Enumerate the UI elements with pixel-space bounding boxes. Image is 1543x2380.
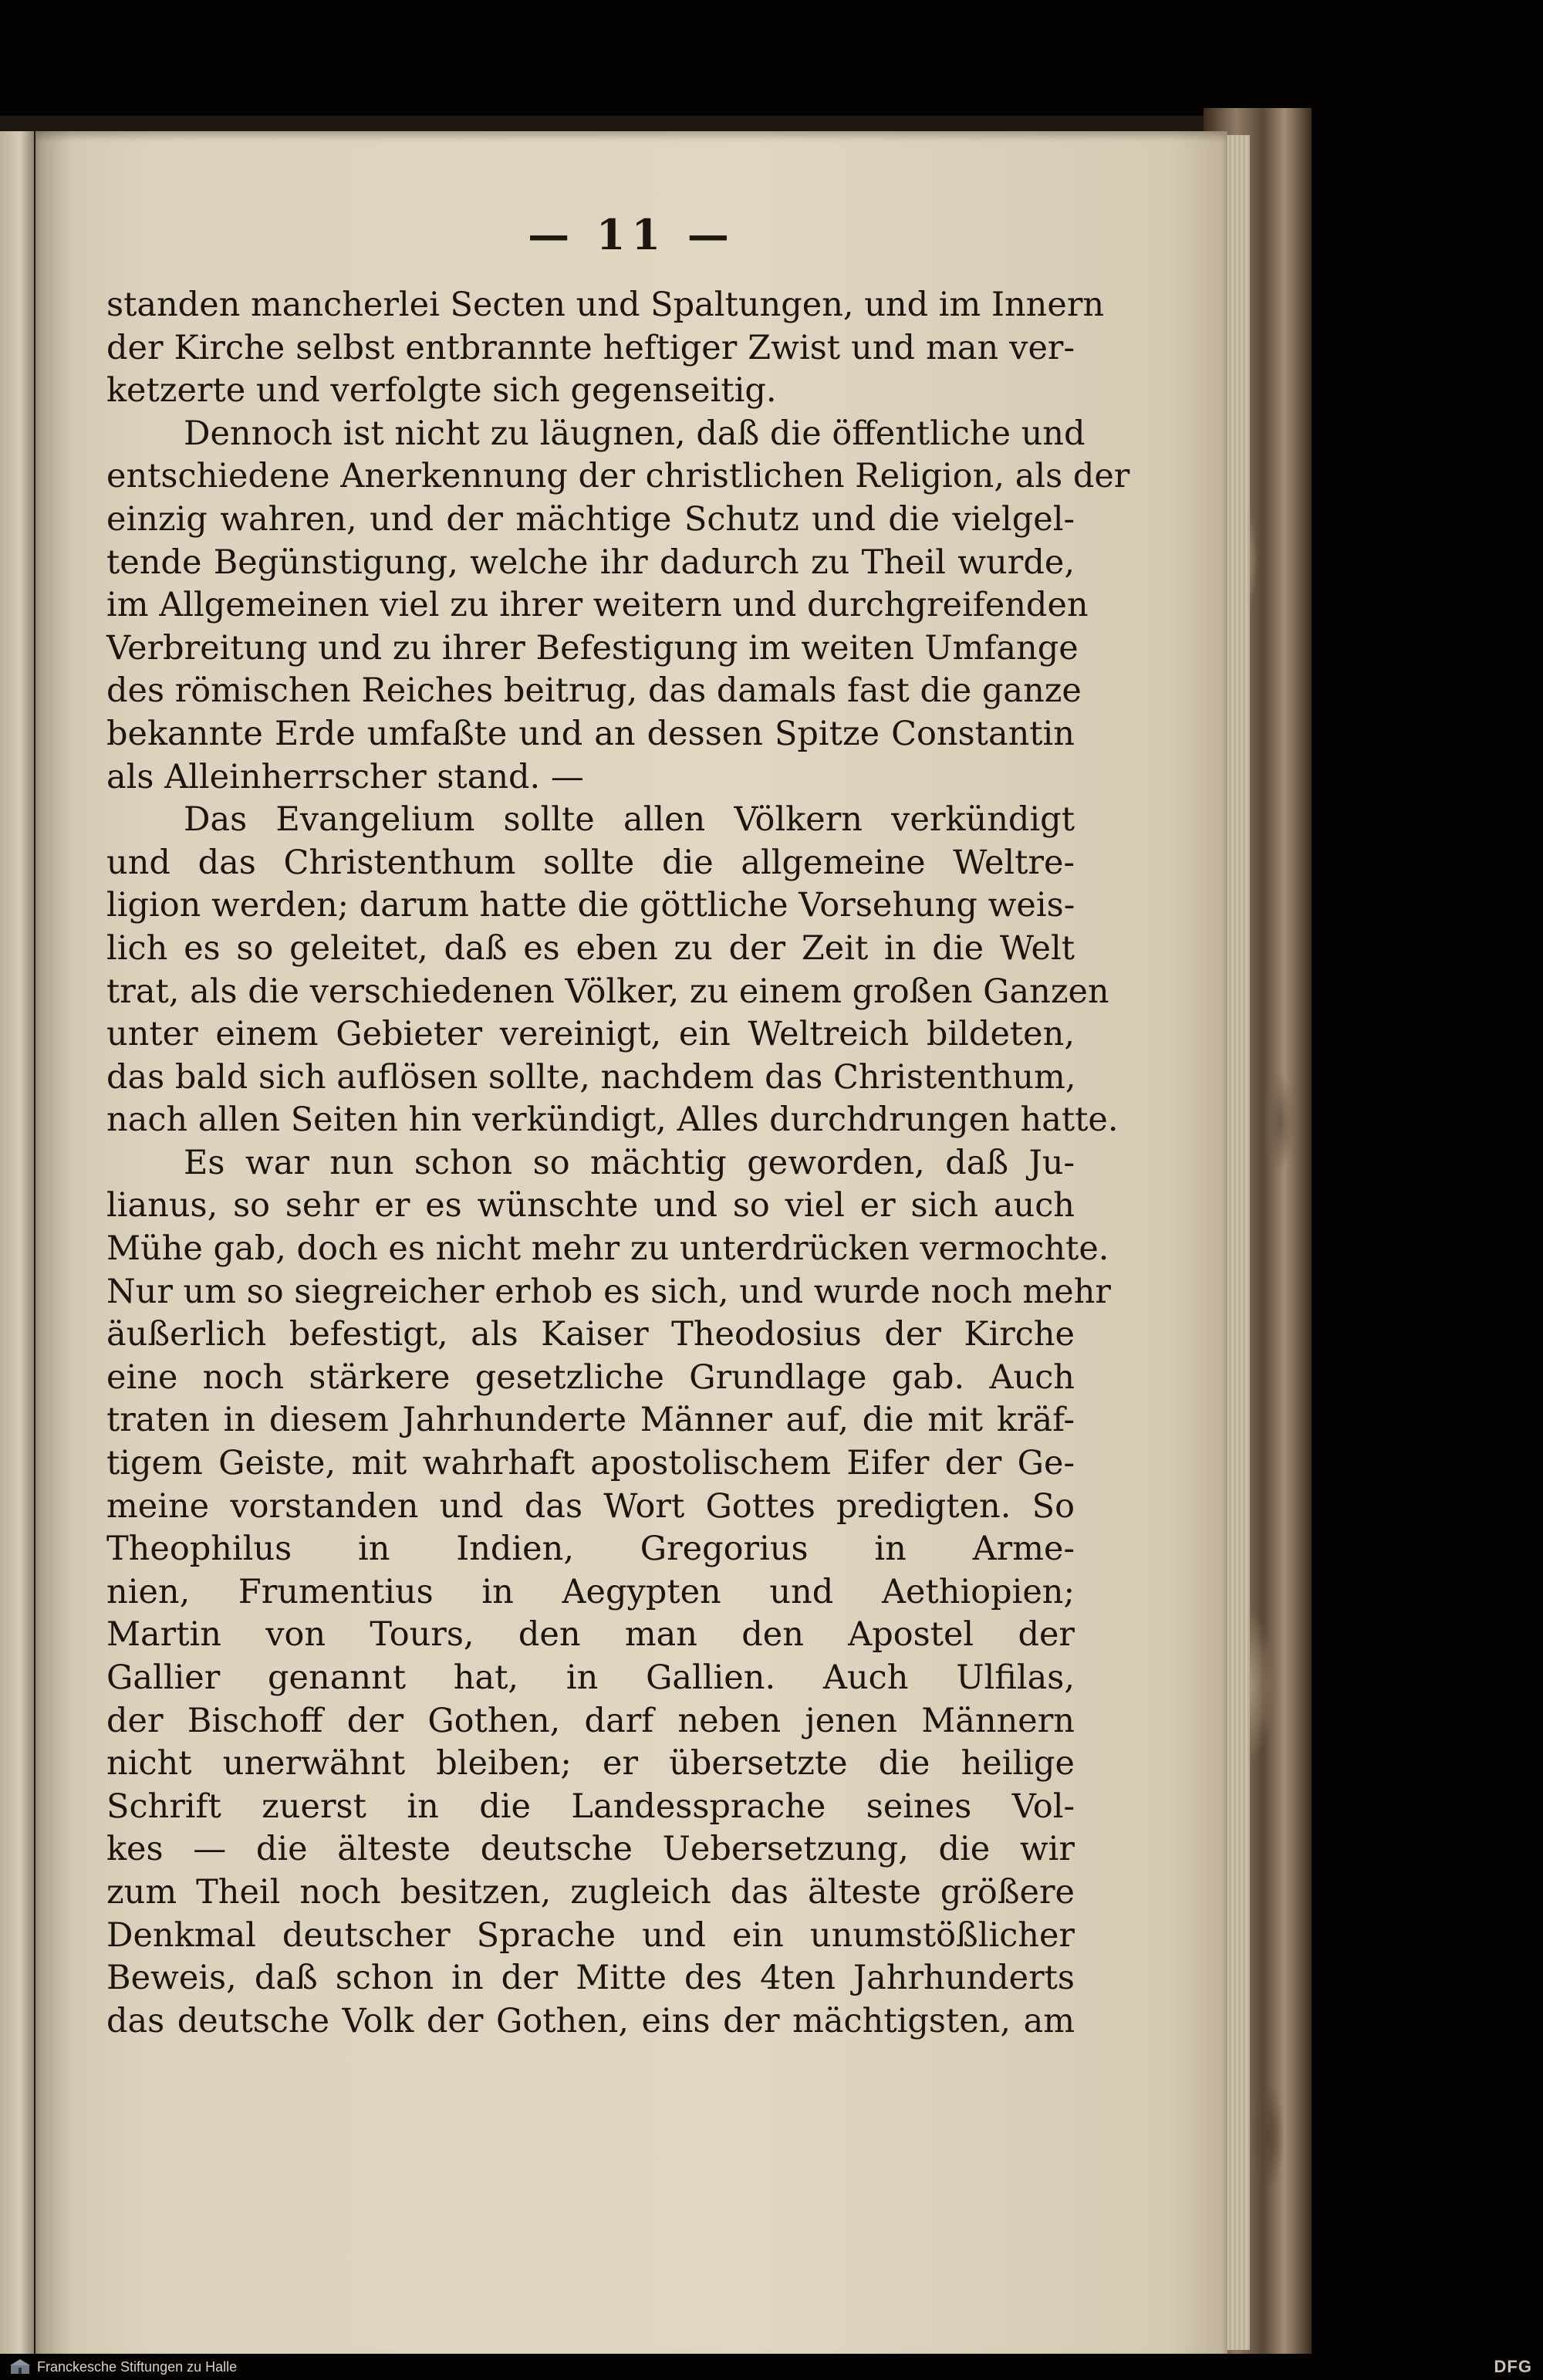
institution-logo-icon	[9, 2358, 31, 2375]
text-line: ketzerte und verfolgte sich gegenseitig.	[106, 371, 777, 411]
text-line: als Alleinherrscher stand. —	[106, 757, 584, 796]
text-line: bekannte Erde umfaßte und an dessen Spitze Constantin	[106, 714, 1075, 753]
text-line: im Allgemeinen viel zu ihrer weitern und durchgreifenden	[106, 586, 1089, 625]
text-line: des römischen Reiches beitrug, das damals fast die ganze	[106, 671, 1082, 711]
previous-page-edge	[0, 131, 34, 2354]
text-line: traten in diesem Jahrhunderte Männer auf, die mit kräf-	[106, 1401, 1075, 1440]
text-line: das deutsche Volk der Gothen, eins der mächtigsten, am	[106, 2001, 1075, 2040]
text-line: Gallier genannt hat, in Gallien. Auch Ulfilas,	[106, 1658, 1075, 1697]
text-line: Mühe gab, doch es nicht mehr zu unterdrücken vermochte.	[106, 1229, 1109, 1269]
book-page	[35, 131, 1227, 2354]
text-line: das bald sich auflösen sollte, nachdem das Christenthum,	[106, 1057, 1076, 1097]
text-line: nach allen Seiten hin verkündigt, Alles durchdrungen hatte.	[106, 1100, 1119, 1140]
text-line: tende Begünstigung, welche ihr dadurch zu Theil wurde,	[106, 543, 1075, 582]
text-line: eine noch stärkere gesetzliche Grundlage gab. Auch	[106, 1357, 1075, 1397]
text-line: meine vorstanden und das Wort Gottes predigten. So	[106, 1486, 1075, 1526]
text-line: unter einem Gebieter vereinigt, ein Weltreich bildeten,	[106, 1015, 1075, 1054]
text-line: Schrift zuerst in die Landessprache seines Vol-	[106, 1787, 1075, 1826]
text-line: trat, als die verschiedenen Völker, zu einem großen Ganzen	[106, 972, 1109, 1011]
text-line: lianus, so sehr er es wünschte und so viel er sich auch	[106, 1186, 1075, 1225]
text-line: lich es so geleitet, daß es eben zu der Zeit in die Welt	[106, 928, 1075, 968]
text-line: Theophilus in Indien, Gregorius in Arme-	[106, 1530, 1075, 1569]
text-line: kes — die älteste deutsche Uebersetzung, die wir	[106, 1830, 1075, 1869]
text-line: Es war nun schon so mächtig geworden, daß Ju-	[184, 1143, 1075, 1182]
text-line: nicht unerwähnt bleiben; er übersetzte die heilige	[106, 1744, 1075, 1783]
text-line: Beweis, daß schon in der Mitte des 4ten Jahrhunderts	[106, 1959, 1075, 1998]
text-line: nien, Frumentius in Aegypten und Aethiopien;	[106, 1572, 1075, 1611]
text-line: Verbreitung und zu ihrer Befestigung im weiten Umfange	[106, 628, 1079, 668]
text-line: Das Evangelium sollte allen Völkern verkündigt	[184, 800, 1075, 840]
text-line: tigem Geiste, mit wahrhaft apostolischem Eifer der Ge-	[106, 1444, 1075, 1483]
text-line: ligion werden; darum hatte die göttliche Vorsehung weis-	[106, 886, 1075, 925]
page-number-header: — 11 —	[528, 210, 735, 259]
institution-name: Franckesche Stiftungen zu Halle	[37, 2359, 238, 2375]
text-line: und das Christenthum sollte die allgemeine Weltre-	[106, 843, 1075, 882]
text-line: einzig wahren, und der mächtige Schutz und die vielgel-	[106, 499, 1075, 539]
text-line: Nur um so siegreicher erhob es sich, und wurde noch mehr	[106, 1272, 1111, 1311]
text-line: standen mancherlei Secten und Spaltungen, und im Innern	[106, 286, 1105, 324]
text-line: entschiedene Anerkennung der christlichen Religion, als der	[106, 457, 1130, 496]
body-text	[106, 284, 1130, 2043]
text-line: Denkmal deutscher Sprache und ein unumstößlicher	[106, 1915, 1075, 1955]
text-line: äußerlich befestigt, als Kaiser Theodosius der Kirche	[106, 1315, 1075, 1354]
text-line: der Kirche selbst entbrannte heftiger Zwist und man ver-	[106, 328, 1075, 367]
text-line: der Bischoff der Gothen, darf neben jenen Männern	[106, 1701, 1075, 1740]
footer-bar	[0, 2354, 1543, 2380]
text-line: zum Theil noch besitzen, zugleich das älteste größere	[106, 1872, 1075, 1912]
text-line: Dennoch ist nicht zu läugnen, daß die öffentliche und	[184, 414, 1086, 453]
dfg-badge: DFG	[1494, 2357, 1532, 2376]
text-line: Martin von Tours, den man den Apostel der	[106, 1615, 1075, 1655]
